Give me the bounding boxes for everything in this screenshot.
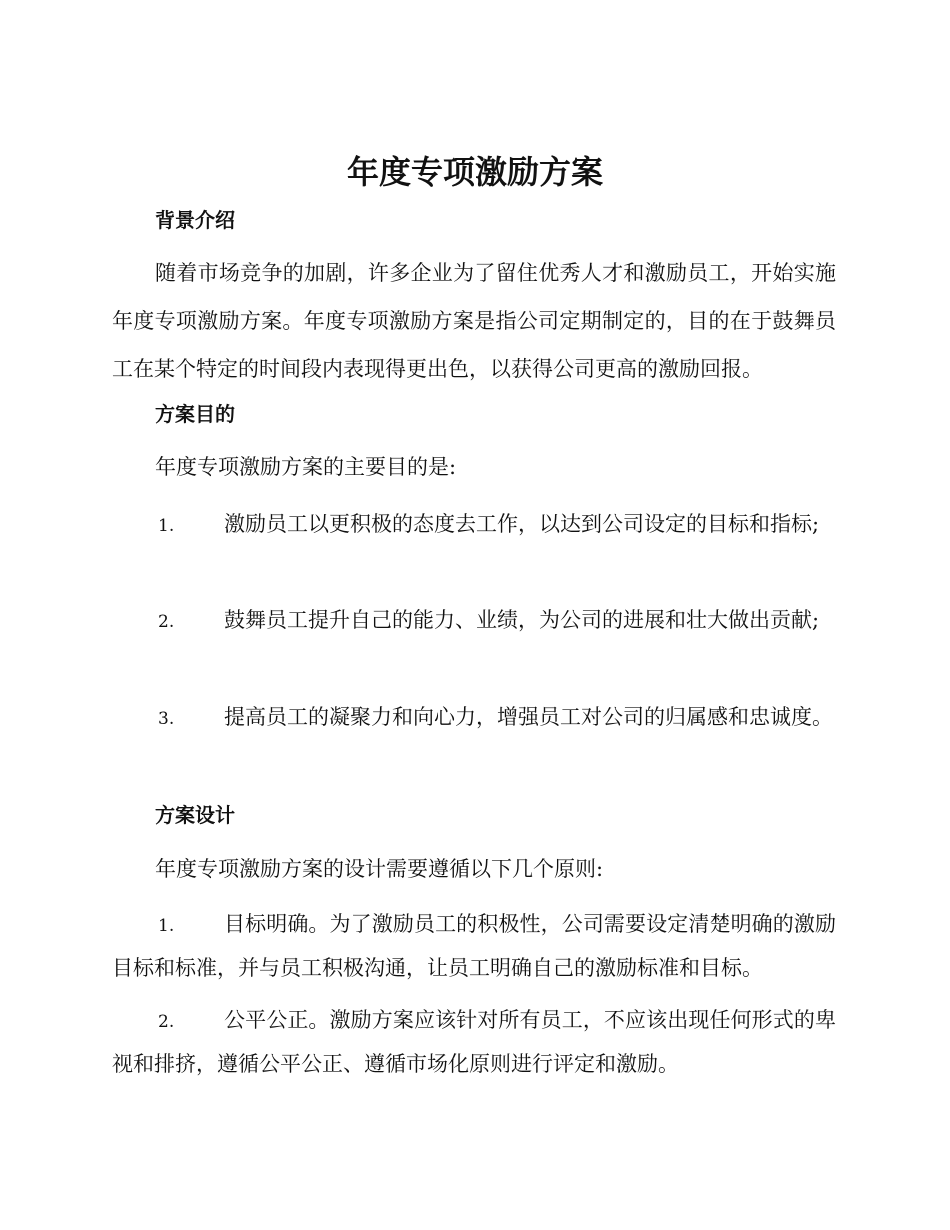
purpose-intro: 年度专项激励方案的主要目的是:: [155, 455, 457, 479]
list-text: 激励员工以更积极的态度去工作，以达到公司设定的目标和指标;: [224, 512, 820, 536]
list-number: 3.: [158, 709, 175, 729]
list-number: 1.: [158, 516, 175, 536]
design-intro: 年度专项激励方案的设计需要遵循以下几个原则:: [155, 857, 604, 881]
section-heading-design: 方案设计: [155, 803, 235, 827]
design-list-item: [112, 998, 836, 1086]
list-text: 公平公正。激励方案应该针对所有员工，不应该出现任何形式的卑视和排挤，遵循公平公正、遵循市场化原则进行评定和激励。: [112, 1008, 836, 1076]
background-paragraph: 随着市场竞争的加剧，许多企业为了留住优秀人才和激励员工，开始实施年度专项激励方案。年度专项激励方案是指公司定期制定的，目的在于鼓舞员工在某个特定的时间段内表现得更出色，以获得公司更高的激励回报。: [112, 261, 836, 381]
list-number: 1.: [158, 916, 175, 936]
list-text: 鼓舞员工提升自己的能力、业绩，为公司的进展和壮大做出贡献;: [224, 608, 820, 632]
section-heading-background: 背景介绍: [155, 208, 235, 232]
document-title: 年度专项激励方案: [346, 153, 603, 191]
purpose-list-item: [112, 502, 836, 546]
purpose-list-item: [112, 695, 836, 739]
list-text: 目标明确。为了激励员工的积极性，公司需要设定清楚明确的激励目标和标准，并与员工积极沟通，让员工明确自己的激励标准和目标。: [112, 912, 836, 980]
list-text: 提高员工的凝聚力和向心力，增强员工对公司的归属感和忠诚度。: [224, 705, 833, 729]
design-list-item: [112, 902, 836, 990]
section-heading-purpose: 方案目的: [155, 402, 235, 426]
list-number: 2.: [158, 612, 175, 632]
list-number: 2.: [158, 1012, 175, 1032]
purpose-list-item: [112, 598, 836, 642]
